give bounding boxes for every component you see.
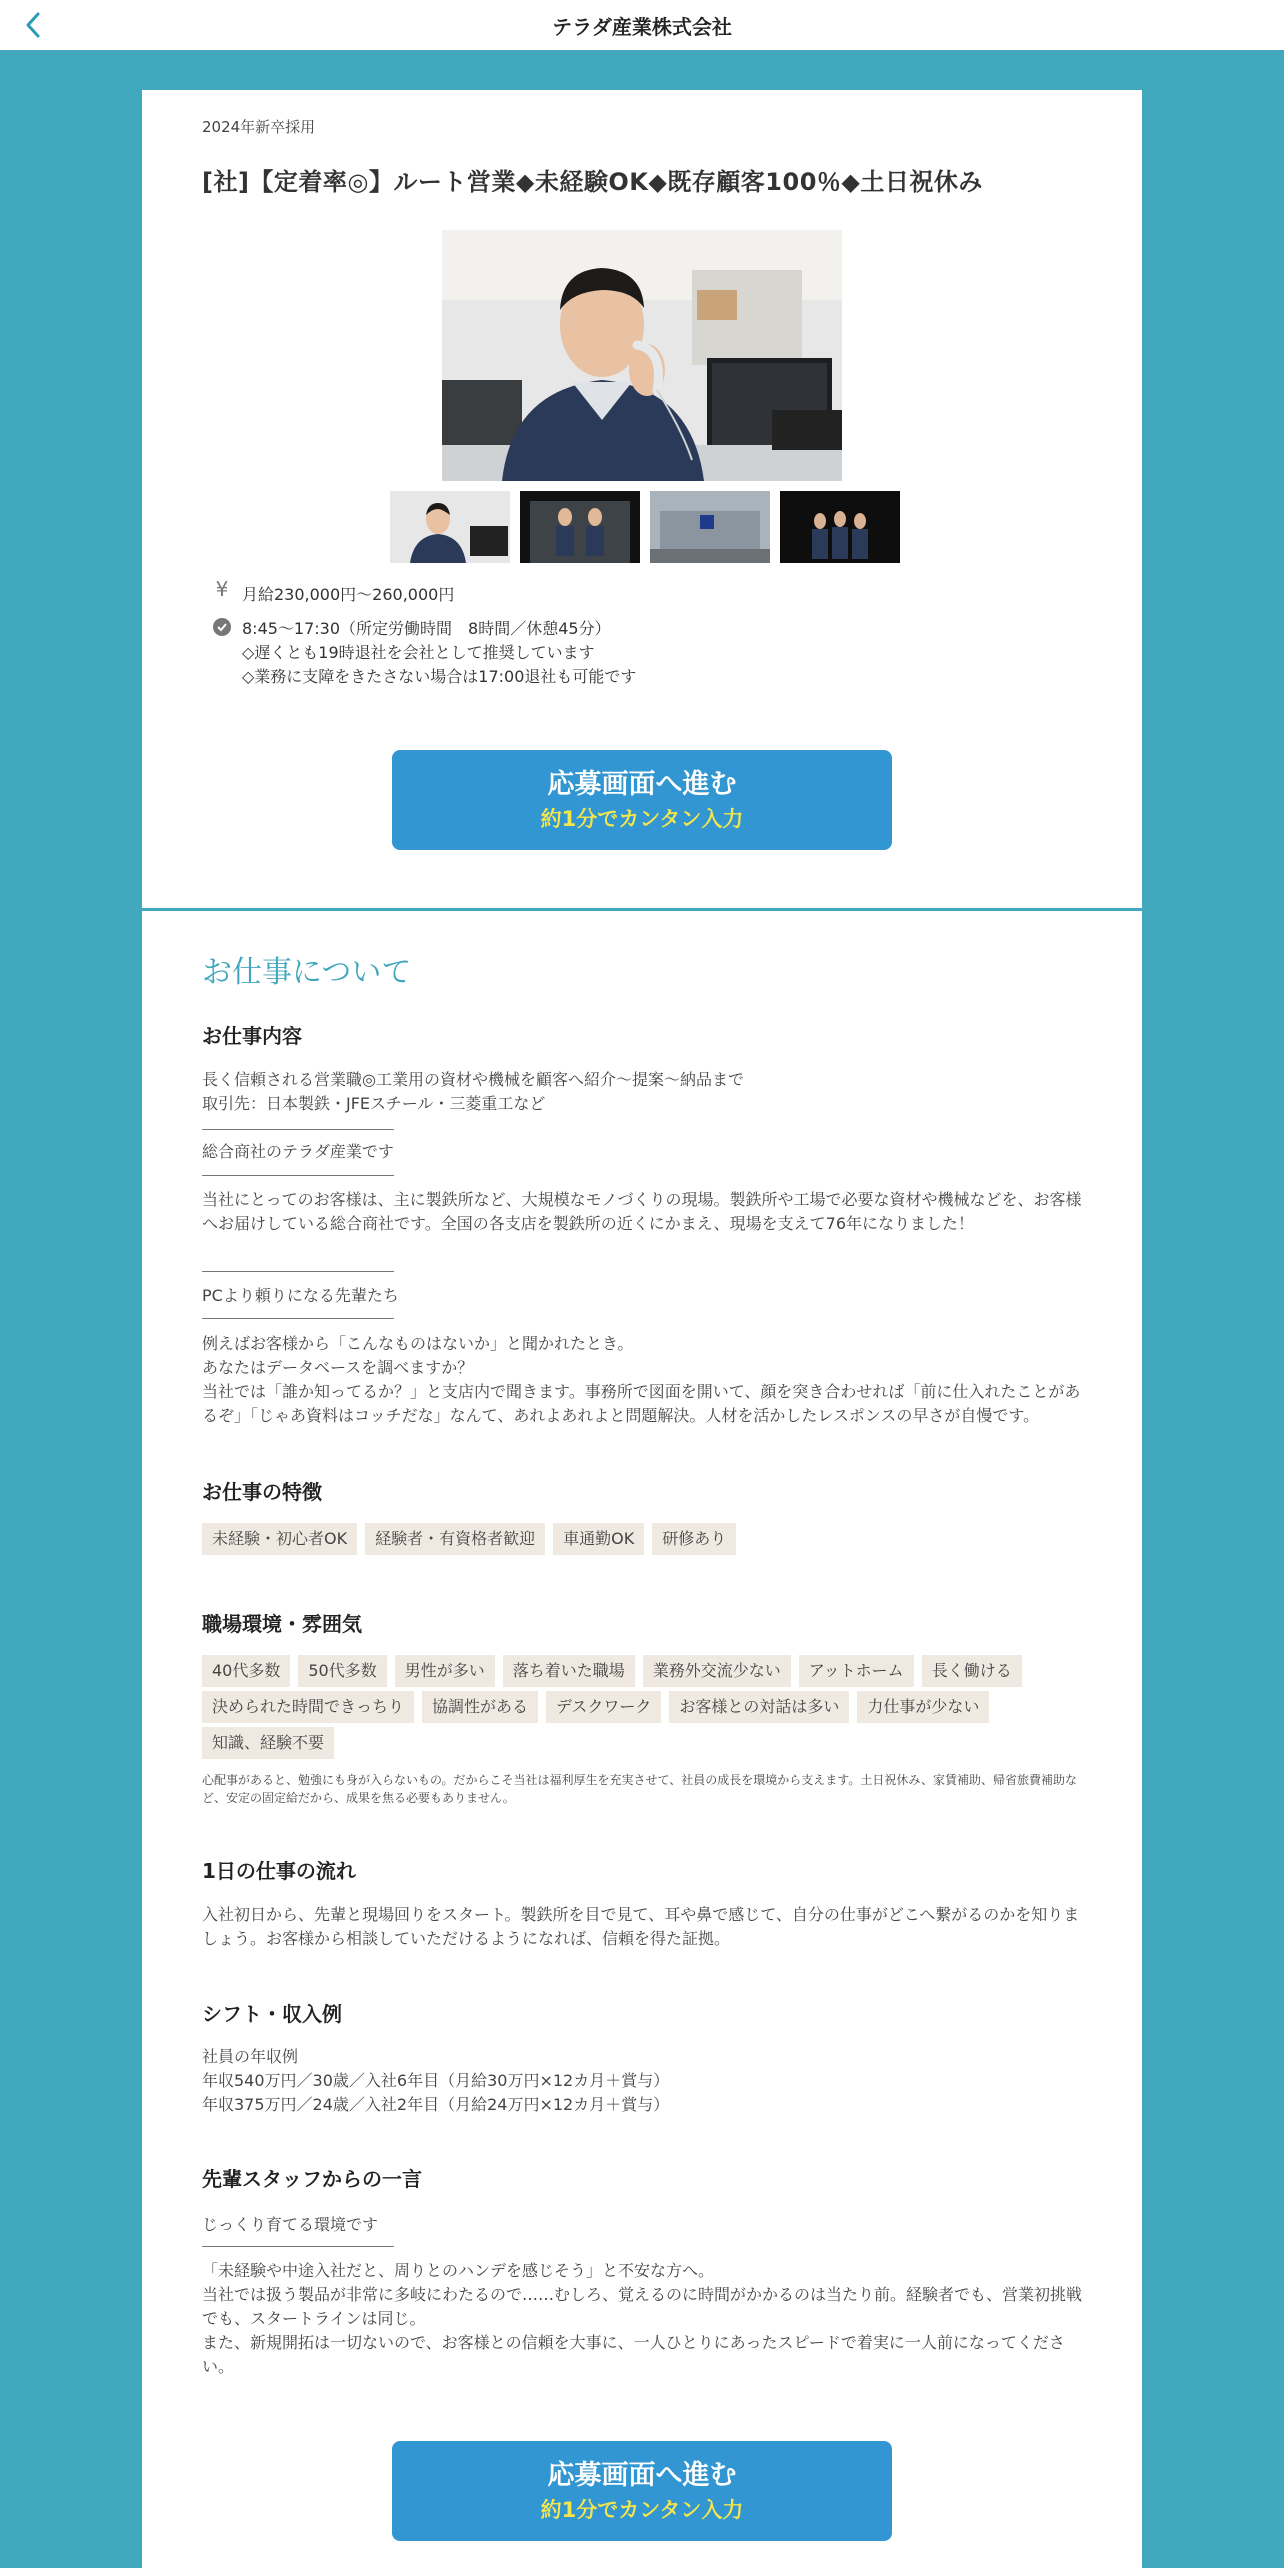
divider — [202, 2246, 394, 2247]
apply-button-label: 応募画面へ進む — [547, 2460, 737, 2491]
env-tag: 決められた時間できっちり — [202, 1691, 414, 1723]
block2-text — [202, 1332, 1082, 1428]
daily-flow-text — [202, 1903, 1082, 1951]
text-line: 心配事があると、勉強にも身が入らないもの。だからこそ当社は福利厚生を充実させて、社員の成長を環境から支えます。土日祝休み、家賃補助、帰省旅費補助な — [202, 1773, 1078, 1787]
hours-line: 8:45～17:30（所定労働時間 8時間／休憩45分） — [242, 619, 611, 638]
block1-title: 総合商社のテラダ産業です — [202, 1142, 394, 1161]
features-title: お仕事の特徴 — [202, 1480, 322, 1504]
env-tag: 協調性がある — [422, 1691, 538, 1723]
env-tag: デスクワーク — [546, 1691, 661, 1723]
thumbnail-2[interactable] — [520, 491, 640, 563]
env-tag: 男性が多い — [395, 1655, 495, 1687]
text-line: 当社では「誰か知ってるか？」と支店内で聞きます。事務所で図面を開いて、顔を突き合わせれば「前に仕入れたことがあ — [202, 1382, 1081, 1401]
text-line: 例えばお客様から「こんなものはないか」と聞かれたとき。 — [202, 1334, 634, 1353]
chevron-left-icon — [23, 11, 45, 39]
yen-icon: ¥ — [215, 577, 229, 601]
text-line: へお届けしている総合商社です。全国の各支店を製鉄所の近くにかまえ、現場を支えて76年になりました！ — [202, 1214, 975, 1233]
senior-message-subtitle: じっくり育てる環境です — [202, 2215, 379, 2234]
feature-tag: 未経験・初心者OK — [202, 1523, 357, 1555]
company-name: テラダ産業株式会社 — [552, 14, 732, 39]
text-line: 年収540万円／30歳／入社6年目（月給30万円×12カ月＋賞与） — [202, 2071, 670, 2090]
block2-title: PCより頼りになる先輩たち — [202, 1286, 399, 1305]
hours-line: ◇遅くとも19時退社を会社として推奨しています — [242, 643, 595, 662]
apply-button-sublabel: 約1分でカンタン入力 — [540, 807, 744, 831]
text-line: 当社にとってのお客様は、主に製鉄所など、大規模なモノづくりの現場。製鉄所や工場で必要な資材や機械などを、お客様 — [202, 1190, 1082, 1209]
shift-income-text — [202, 2045, 1082, 2117]
text-line: あなたはデータベースを調べますか？ — [202, 1358, 474, 1377]
text-line: 取引先：日本製鉄・JFEスチール・三菱重工など — [202, 1094, 546, 1113]
text-line: 「未経験や中途入社だと、周りとのハンデを感じそう」と不安な方へ。 — [202, 2261, 715, 2280]
apply-button[interactable] — [392, 750, 892, 850]
feature-tags — [202, 1523, 1082, 1555]
block1-text — [202, 1188, 1082, 1236]
env-tag: お客様との対話は多い — [669, 1691, 849, 1723]
salary-row — [202, 577, 454, 607]
text-line: い。 — [202, 2357, 235, 2376]
feature-tag: 車通勤OK — [553, 1523, 644, 1555]
hours-row — [202, 615, 636, 689]
thumbnail-1[interactable] — [390, 491, 510, 563]
thumbnail-3[interactable] — [650, 491, 770, 563]
hours-line: ◇業務に支障をきたさない場合は17:00退社も可能です — [242, 667, 637, 686]
env-tag: 業務外交流少ない — [643, 1655, 791, 1687]
environment-tags — [202, 1655, 1082, 1759]
divider — [202, 1271, 394, 1272]
job-title: [社]【定着率◎】ルート営業◆未経験OK◆既存顧客100％◆土日祝休み — [202, 168, 983, 196]
environment-note — [202, 1771, 1082, 1807]
photo-thumbnails — [390, 491, 900, 563]
apply-button-bottom[interactable] — [392, 2441, 892, 2541]
senior-message-text — [202, 2259, 1082, 2379]
shift-income-title: シフト・収入例 — [202, 2002, 342, 2026]
thumbnail-4[interactable] — [780, 491, 900, 563]
salary-text: 月給230,000円〜260,000円 — [242, 585, 455, 604]
text-line: るぞ」「じゃあ資料はコッチだな」なんて、あれよあれよと問題解決。人材を活かしたレスポンスの早さが自慢です。 — [202, 1406, 1040, 1425]
env-tag: 50代多数 — [298, 1655, 386, 1687]
feature-tag: 経験者・有資格者歓迎 — [365, 1523, 545, 1555]
text-line: 長く信頼される営業職◎工業用の資材や機械を顧客へ紹介～提案～納品まで — [202, 1070, 744, 1089]
env-tag: 力仕事が少ない — [857, 1691, 989, 1723]
env-tag: 40代多数 — [202, 1655, 290, 1687]
text-line: 年収375万円／24歳／入社2年目（月給24万円×12カ月＋賞与） — [202, 2095, 670, 2114]
text-line: ど、安定の固定給だから、成果を焦る必要もありません。 — [202, 1791, 515, 1805]
text-line: しょう。お客様から相談していただけるようになれば、信頼を得た証拠。 — [202, 1929, 731, 1948]
apply-button-sublabel: 約1分でカンタン入力 — [540, 2498, 744, 2522]
env-tag: 知識、経験不要 — [202, 1727, 334, 1759]
apply-button-label: 応募画面へ進む — [547, 769, 737, 800]
main-photo — [442, 230, 842, 481]
job-summary-card — [142, 90, 1142, 908]
environment-title: 職場環境・雰囲気 — [202, 1612, 362, 1636]
feature-tag: 研修あり — [652, 1523, 736, 1555]
job-content-title: お仕事内容 — [202, 1024, 302, 1048]
text-line: 社員の年収例 — [202, 2047, 299, 2066]
recruit-label: 2024年新卒採用 — [202, 118, 316, 136]
section-heading: お仕事について — [202, 955, 412, 990]
env-tag: 落ち着いた職場 — [503, 1655, 635, 1687]
daily-flow-title: 1日の仕事の流れ — [202, 1859, 356, 1883]
divider — [202, 1318, 394, 1319]
clock-icon — [202, 615, 242, 689]
top-bar — [0, 0, 1284, 50]
text-line: 当社では扱う製品が非常に多岐にわたるので……むしろ、覚えるのに時間がかかるのは当たり前。経験者でも、営業初挑戦 — [202, 2285, 1083, 2304]
divider — [202, 1175, 394, 1176]
job-detail-card — [142, 911, 1142, 2568]
back-button[interactable] — [14, 6, 54, 44]
env-tag: 長く働ける — [922, 1655, 1022, 1687]
job-content-text — [202, 1068, 1082, 1116]
text-line: 入社初日から、先輩と現場回りをスタート。製鉄所を目で見て、耳や鼻で感じて、自分の仕事がどこへ繋がるのかを知りま — [202, 1905, 1080, 1924]
env-tag: アットホーム — [799, 1655, 914, 1687]
hours-text — [242, 615, 636, 689]
divider — [202, 1129, 394, 1130]
senior-message-title: 先輩スタッフからの一言 — [202, 2167, 422, 2191]
text-line: でも、スタートラインは同じ。 — [202, 2309, 426, 2328]
text-line: また、新規開拓は一切ないので、お客様との信頼を大事に、一人ひとりにあったスピードで着実に一人前になってくださ — [202, 2333, 1065, 2352]
